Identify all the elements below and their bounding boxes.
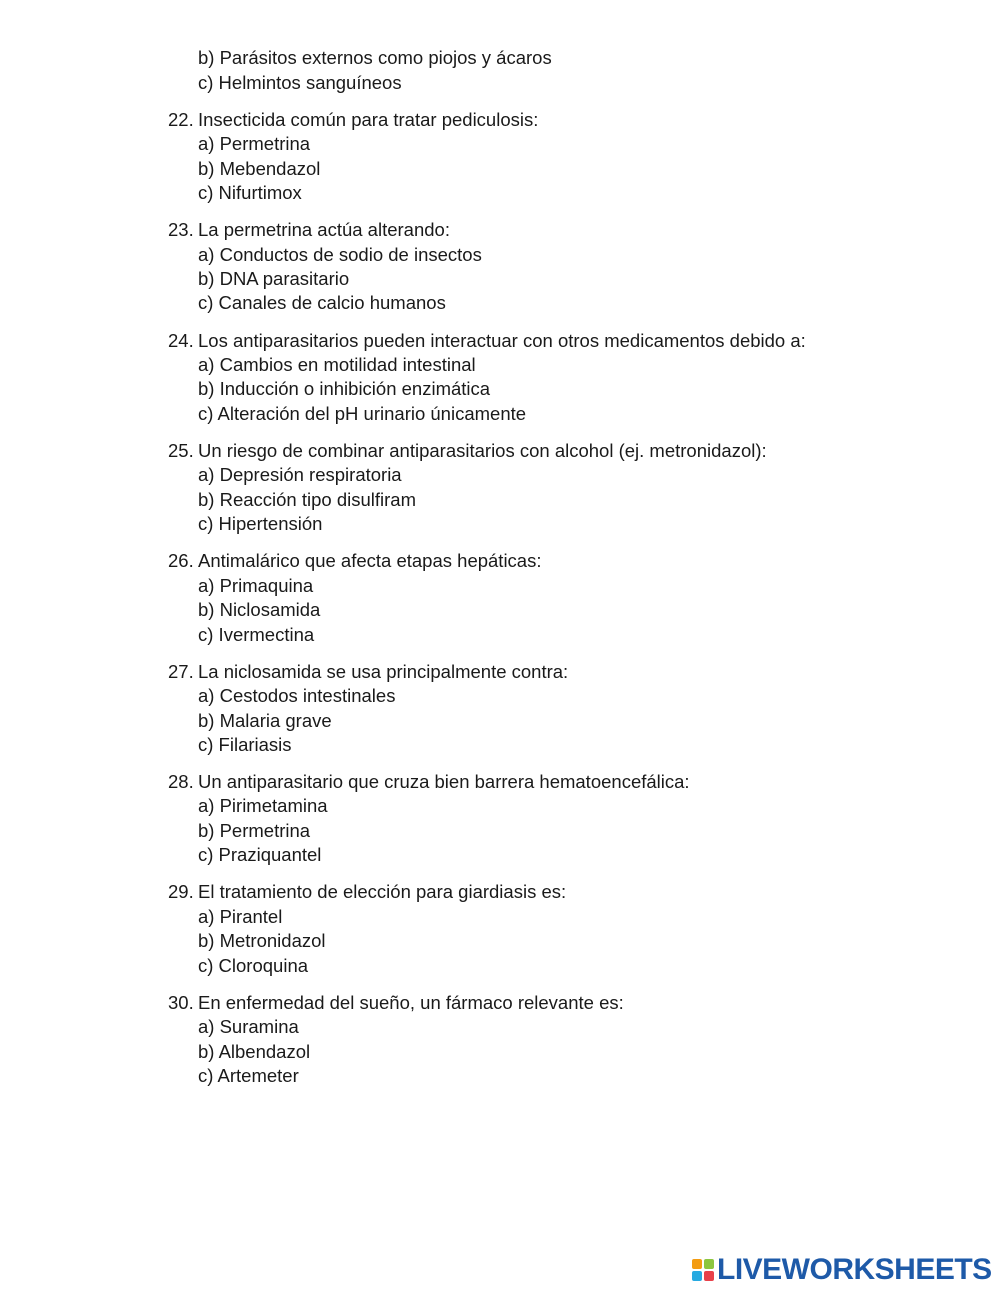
liveworksheets-brand [692, 1254, 992, 1286]
logo-square-v [692, 1271, 702, 1281]
option-a[interactable]: a) Primaquina [198, 575, 314, 596]
option-a[interactable]: a) Cestodos intestinales [198, 685, 396, 706]
question-number: 29. [168, 881, 194, 902]
option-b[interactable]: b) Niclosamida [198, 599, 321, 620]
option-a[interactable]: a) Pirimetamina [198, 795, 328, 816]
option-b[interactable]: b) Reacción tipo disulfiram [198, 489, 416, 510]
question-number: 30. [168, 992, 194, 1013]
option-a[interactable]: a) Conductos de sodio de insectos [198, 244, 482, 265]
question-text: La niclosamida se usa principalmente contra: [198, 661, 569, 682]
option-b[interactable]: b) Permetrina [198, 820, 311, 841]
option-b[interactable]: b) Mebendazol [198, 158, 321, 179]
liveworksheets-logo-icon [692, 1259, 714, 1281]
option-b[interactable]: b) Malaria grave [198, 710, 332, 731]
logo-square-l [692, 1259, 702, 1269]
option-a[interactable]: a) Suramina [198, 1016, 299, 1037]
option-c[interactable]: c) Artemeter [198, 1065, 299, 1086]
continued-option-b[interactable]: b) Parásitos externos como piojos y ácaros [198, 47, 552, 68]
logo-square-i [704, 1259, 714, 1269]
question-number: 24. [168, 330, 194, 351]
logo-square-e [704, 1271, 714, 1281]
question-text: La permetrina actúa alterando: [198, 219, 450, 240]
option-c[interactable]: c) Canales de calcio humanos [198, 292, 446, 313]
brand-name: LIVEWORKSHEETS [717, 1253, 992, 1286]
option-c[interactable]: c) Hipertensión [198, 513, 323, 534]
option-c[interactable]: c) Cloroquina [198, 955, 309, 976]
option-c[interactable]: c) Ivermectina [198, 624, 315, 645]
question-number: 27. [168, 661, 194, 682]
question-text: Los antiparasitarios pueden interactuar con otros medicamentos debido a: [198, 330, 806, 351]
question-number: 23. [168, 219, 194, 240]
question-text: El tratamiento de elección para giardiasis es: [198, 881, 567, 902]
option-b[interactable]: b) Metronidazol [198, 930, 326, 951]
question-number: 26. [168, 550, 194, 571]
question-text: Insecticida común para tratar pediculosis: [198, 109, 539, 130]
option-b[interactable]: b) Albendazol [198, 1041, 311, 1062]
question-number: 22. [168, 109, 194, 130]
question-text: En enfermedad del sueño, un fármaco relevante es: [198, 992, 624, 1013]
option-a[interactable]: a) Cambios en motilidad intestinal [198, 354, 476, 375]
option-c[interactable]: c) Filariasis [198, 734, 292, 755]
question-text: Un antiparasitario que cruza bien barrera hematoencefálica: [198, 771, 690, 792]
question-number: 25. [168, 440, 194, 461]
option-a[interactable]: a) Permetrina [198, 133, 311, 154]
continued-option-c[interactable]: c) Helmintos sanguíneos [198, 72, 402, 93]
option-a[interactable]: a) Depresión respiratoria [198, 464, 402, 485]
question-text: Un riesgo de combinar antiparasitarios con alcohol (ej. metronidazol): [198, 440, 767, 461]
option-b[interactable]: b) DNA parasitario [198, 268, 350, 289]
option-c[interactable]: c) Nifurtimox [198, 182, 302, 203]
option-b[interactable]: b) Inducción o inhibición enzimática [198, 378, 491, 399]
option-a[interactable]: a) Pirantel [198, 906, 283, 927]
question-number: 28. [168, 771, 194, 792]
question-text: Antimalárico que afecta etapas hepáticas: [198, 550, 542, 571]
option-c[interactable]: c) Praziquantel [198, 844, 322, 865]
option-c[interactable]: c) Alteración del pH urinario únicamente [198, 403, 527, 424]
